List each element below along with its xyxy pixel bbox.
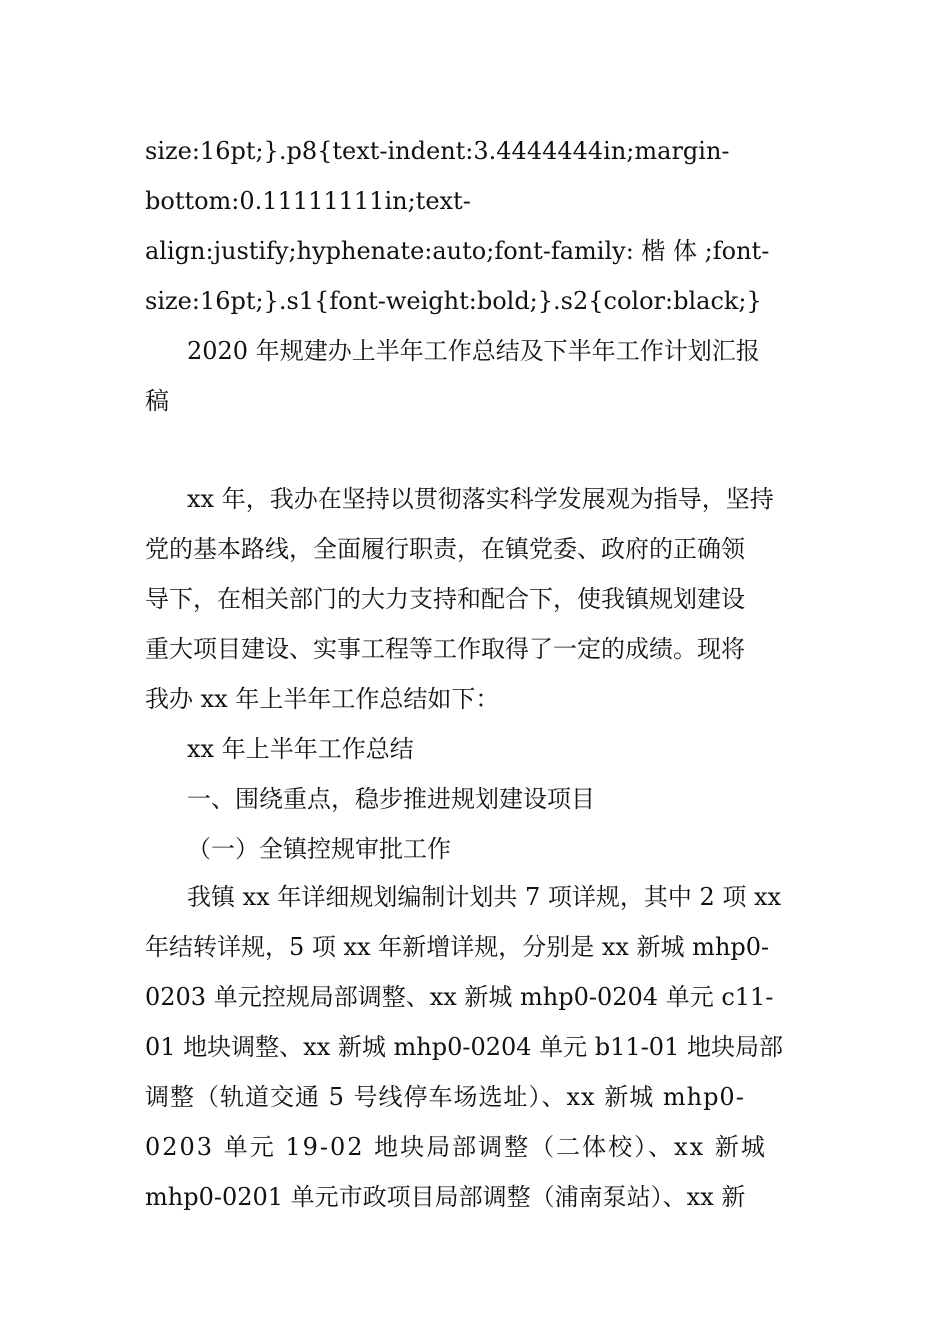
- title-line: 2020 年规建办上半年工作总结及下半年工作计划汇报: [187, 337, 760, 365]
- paragraph-line: mhp0-0201 单元市政项目局部调整（浦南泵站）、xx 新: [145, 1183, 746, 1211]
- body-paragraph: [145, 872, 807, 1222]
- title-line: 稿: [145, 387, 169, 415]
- paragraph-line: 导下，在相关部门的大力支持和配合下，使我镇规划建设: [145, 585, 745, 613]
- css-residue-line: align:justify;hyphenate:auto;font-family: 楷 体 ;font-: [145, 237, 770, 265]
- paragraph-line: 01 地块调整、xx 新城 mhp0-0204 单元 b11-01 地块局部: [145, 1033, 783, 1061]
- paragraph-line: 0203 单元控规局部调整、xx 新城 mhp0-0204 单元 c11-: [145, 983, 774, 1011]
- css-residue-block: [145, 126, 807, 326]
- paragraph-line: 0203 单元 19-02 地块局部调整（二体校）、xx 新城: [145, 1133, 767, 1161]
- intro-paragraph: [145, 474, 807, 724]
- paragraph-line: 重大项目建设、实事工程等工作取得了一定的成绩。现将: [145, 635, 745, 663]
- headings-block: [145, 724, 807, 874]
- summary-heading: xx 年上半年工作总结: [187, 735, 414, 763]
- paragraph-line: 党的基本路线，全面履行职责，在镇党委、政府的正确领: [145, 535, 745, 563]
- css-residue-line: size:16pt;}.s1{font-weight:bold;}.s2{color:black;}: [145, 287, 762, 315]
- section-heading: 一、围绕重点，稳步推进规划建设项目: [187, 785, 595, 813]
- paragraph-line: xx 年，我办在坚持以贯彻落实科学发展观为指导，坚持: [187, 485, 774, 513]
- paragraph-line: 年结转详规，5 项 xx 年新增详规，分别是 xx 新城 mhp0-: [145, 933, 770, 961]
- paragraph-line: 我办 xx 年上半年工作总结如下：: [145, 685, 500, 713]
- css-residue-line: bottom:0.11111111in;text-: [145, 187, 471, 215]
- document-title: [145, 326, 807, 426]
- subsection-heading: （一）全镇控规审批工作: [187, 835, 451, 863]
- css-residue-line: size:16pt;}.p8{text-indent:3.4444444in;margin-: [145, 137, 730, 165]
- paragraph-line: 调整（轨道交通 5 号线停车场选址）、xx 新城 mhp0-: [145, 1083, 745, 1111]
- paragraph-line: 我镇 xx 年详细规划编制计划共 7 项详规，其中 2 项 xx: [187, 883, 782, 911]
